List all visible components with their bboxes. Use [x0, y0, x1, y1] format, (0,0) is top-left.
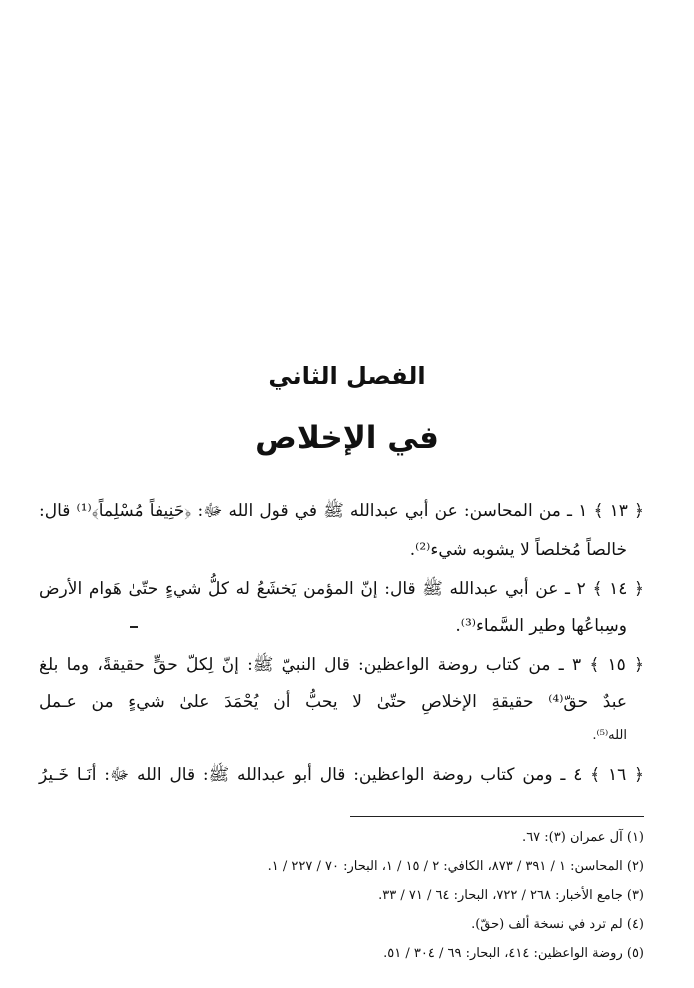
hadith-14-line-2: وسِباعُها وطير السَّماء⁽³⁾.	[455, 616, 627, 636]
chapter-title: الفصل الثاني	[268, 362, 426, 390]
hadith-15-line-2: عبدٌ حقّ⁽⁴⁾ حقيقةِ الإخلاصِ حتّىٰ لا يحبُّ أن يُحْمَدَ علىٰ شيءٍ من عـمل	[39, 692, 627, 712]
hadith-15-line-3: الله⁽⁵⁾.	[592, 728, 627, 743]
footnote-4: (٤) لم ترد في نسخة ألف (حقّ).	[471, 917, 644, 932]
footnote-1: (١) آل عمران (٣): ٦٧.	[522, 830, 644, 845]
hadith-14-line-1: ﴿ ١٤ ﴾ ٢ ـ عن أبي عبدالله ﷺ قال: إنّ المؤمن يَخشَعُ له كلُّ شيءٍ حتّىٰ هَوام الأرض	[39, 579, 644, 599]
footnote-separator	[350, 816, 644, 817]
hadith-13-line-1: ﴿ ١٣ ﴾ ١ ـ من المحاسن: عن أبي عبدالله ﷺ في قول الله ﷻ: ﴿حَنِيفاً مُسْلِماً﴾⁽¹⁾ قال:	[39, 501, 644, 521]
print-speck	[130, 626, 138, 628]
chapter-subtitle: في الإخلاص	[255, 420, 439, 456]
footnote-3: (٣) جامع الأخبار: ٢٦٨ / ٧٢٢، البحار: ٦٤ / ٧١ / ٣٣.	[378, 888, 644, 903]
hadith-16-line-1: ﴿ ١٦ ﴾ ٤ ـ ومن كتاب روضة الواعظين: قال أبو عبدالله ﷺ: قال الله ﷻ: أنَـا خَـيرُ	[39, 765, 644, 785]
hadith-15-line-1: ﴿ ١٥ ﴾ ٣ ـ من كتاب روضة الواعظين: قال النبيّ ﷺ: إنّ لِكلّ حقٍّ حقيقةً، وما بلغ	[39, 655, 644, 675]
footnote-2: (٢) المحاسن: ١ / ٣٩١ / ٨٧٣، الكافي: ٢ / ١٥ / ١، البحار: ٧٠ / ٢٢٧ / ١.	[267, 859, 644, 874]
footnote-5: (٥) روضة الواعظين: ٤١٤، البحار: ٦٩ / ٣٠٤ / ٥١.	[383, 946, 644, 961]
hadith-13-line-2: خالصاً مُخلصاً لا يشوبه شيء⁽²⁾.	[409, 540, 627, 560]
